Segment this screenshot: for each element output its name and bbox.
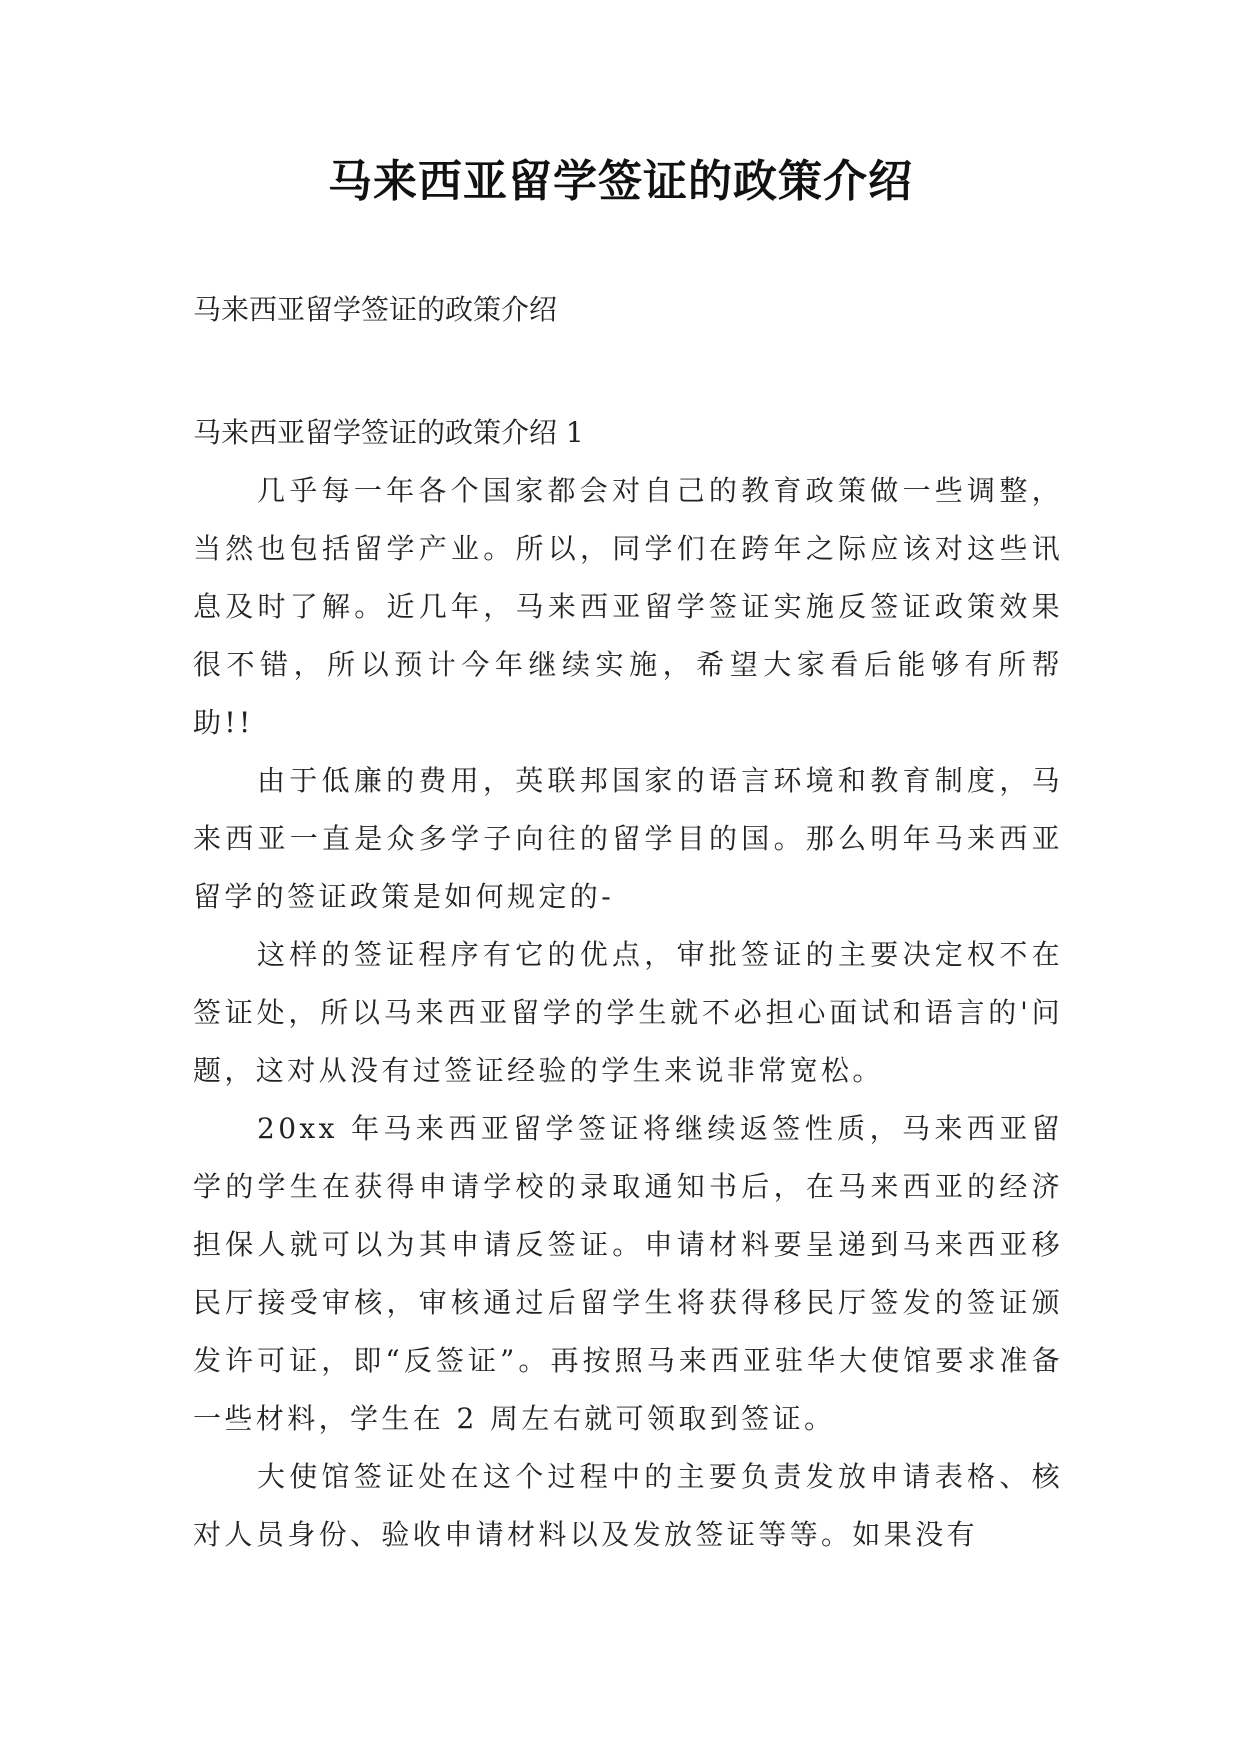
paragraph: 几乎每一年各个国家都会对自己的教育政策做一些调整，当然也包括留学产业。所以，同学们在跨年之际应该对这些讯息及时了解。近几年，马来西亚留学签证实施反签证政策效果很不错，所以预计今年继续实施，希望大家看后能够有所帮助!! bbox=[193, 474, 1063, 739]
paragraph: 大使馆签证处在这个过程中的主要负责发放申请表格、核对人员身份、验收申请材料以及发放签证等等。如果没有 bbox=[193, 1460, 1063, 1551]
document-title: 马来西亚留学签证的政策介绍 bbox=[328, 156, 913, 207]
document-subtitle: 马来西亚留学签证的政策介绍 bbox=[193, 293, 558, 326]
paragraph: 由于低廉的费用，英联邦国家的语言环境和教育制度，马来西亚一直是众多学子向往的留学目的国。那么明年马来西亚留学的签证政策是如何规定的- bbox=[193, 764, 1063, 913]
section-heading: 马来西亚留学签证的政策介绍 1 bbox=[193, 416, 584, 449]
paragraph: 20xx 年马来西亚留学签证将继续返签性质，马来西亚留学的学生在获得申请学校的录取通知书后，在马来西亚的经济担保人就可以为其申请反签证。申请材料要呈递到马来西亚移民厅接受审核，审核通过后留学生将获得移民厅签发的签证颁发许可证，即“反签证”。再按照马来西亚驻华大使馆要求准备一些材料，学生在 2 周左右就可领取到签证。 bbox=[193, 1112, 1063, 1435]
document-body bbox=[193, 462, 1063, 1564]
paragraph: 这样的签证程序有它的优点，审批签证的主要决定权不在签证处，所以马来西亚留学的学生就不必担心面试和语言的'问题，这对从没有过签证经验的学生来说非常宽松。 bbox=[193, 938, 1063, 1087]
